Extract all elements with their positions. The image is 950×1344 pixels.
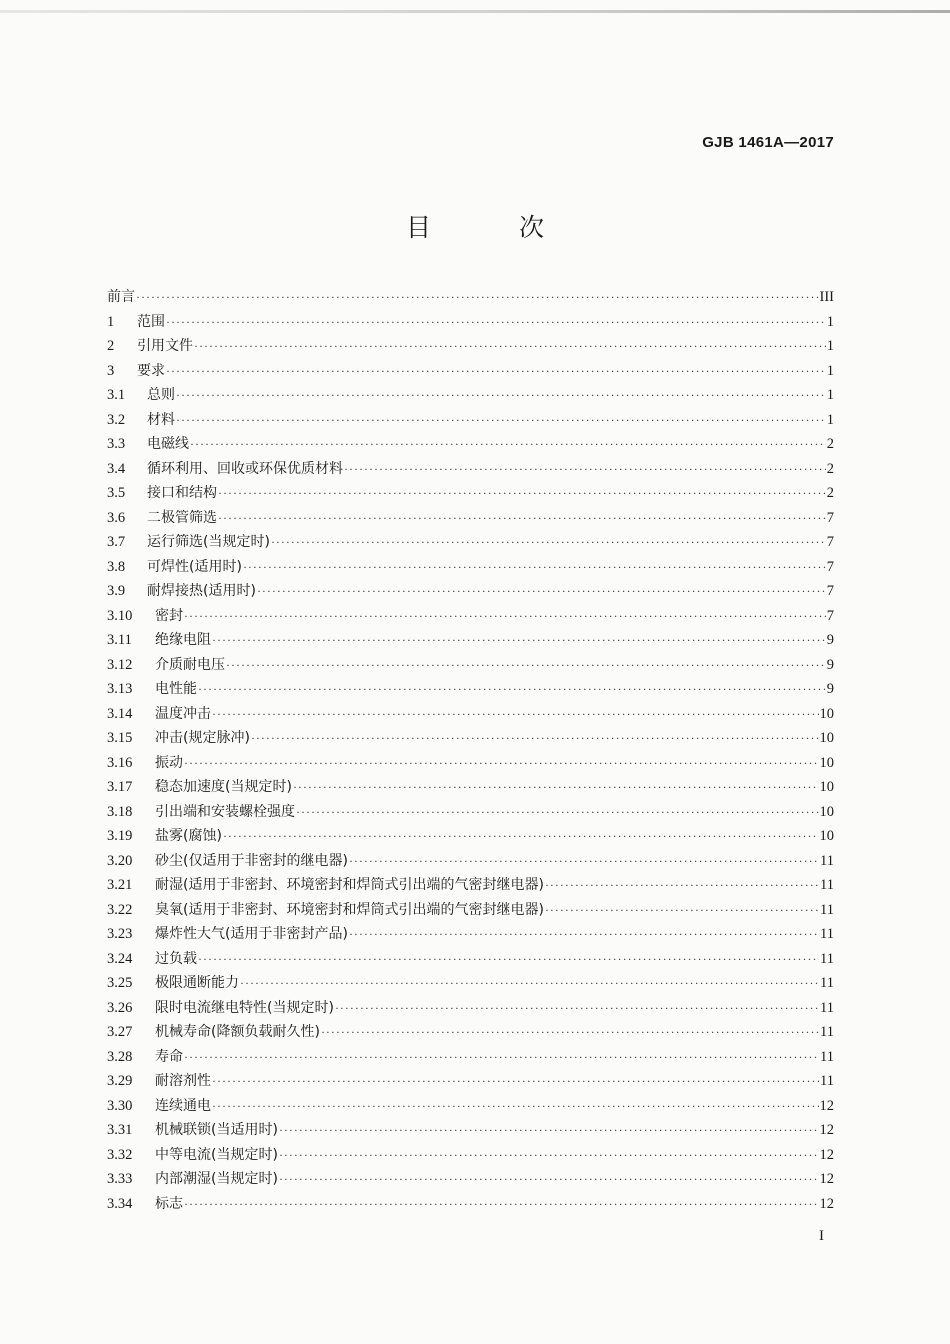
toc-entry-page: 7 (826, 534, 834, 550)
toc-entry-number: 3.24 (107, 950, 133, 967)
toc-leader-dots (184, 1197, 819, 1212)
toc-entry-title: 密封 (155, 607, 183, 624)
toc-leader-dots (212, 1074, 819, 1089)
toc-entry-title: 中等电流(当规定时) (155, 1146, 278, 1163)
toc-entry-number: 1 (107, 313, 115, 330)
toc-leader-dots (344, 462, 826, 477)
toc-entry[interactable] (107, 1168, 834, 1193)
toc-entry[interactable] (107, 948, 834, 973)
toc-entry-title: 臭氧(适用于非密封、环境密封和焊筒式引出端的气密封继电器) (155, 901, 544, 918)
toc-leader-dots (166, 364, 826, 379)
toc-entry-title: 二极管筛选 (147, 509, 217, 526)
toc-leader-dots (349, 927, 819, 942)
toc-entry[interactable] (107, 997, 834, 1022)
toc-entry[interactable] (107, 899, 834, 924)
toc-entry-number: 3.5 (107, 485, 126, 501)
toc-leader-dots (198, 682, 826, 697)
toc-entry-page: 11 (820, 1024, 834, 1040)
toc-entry-number: 3.33 (107, 1171, 133, 1187)
scan-edge-streak (0, 10, 950, 13)
toc-entry-title: 限时电流继电特性(当规定时) (155, 999, 334, 1016)
toc-entry-title: 前言 (107, 289, 135, 305)
toc-entry-page: 11 (820, 852, 834, 869)
toc-entry[interactable] (107, 850, 834, 875)
toc-leader-dots (335, 1001, 819, 1016)
toc-entry[interactable] (107, 801, 834, 826)
toc-entry-title: 可焊性(适用时) (147, 558, 242, 575)
page-number: I (819, 1228, 824, 1244)
toc-leader-dots (257, 584, 826, 599)
toc-entry-number: 3.26 (107, 999, 133, 1016)
toc-leader-dots (251, 731, 819, 746)
toc-entry[interactable] (107, 458, 834, 483)
toc-entry[interactable] (107, 752, 834, 777)
toc-leader-dots (545, 878, 819, 893)
toc-entry[interactable] (107, 360, 834, 385)
toc-leader-dots (349, 854, 819, 869)
toc-leader-dots (136, 290, 819, 305)
toc-entry[interactable] (107, 1119, 834, 1144)
toc-entry[interactable] (107, 972, 834, 997)
toc-entry-number: 3.19 (107, 828, 133, 844)
toc-entry-title: 循环利用、回收或环保优质材料 (147, 460, 343, 477)
toc-leader-dots (240, 976, 819, 991)
toc-entry-number: 3.21 (107, 877, 133, 893)
toc-entry-page: 7 (826, 607, 834, 624)
toc-entry-number: 3.12 (107, 656, 133, 673)
toc-leader-dots (279, 1148, 819, 1163)
toc-entry-title: 运行筛选(当规定时) (147, 534, 270, 550)
toc-leader-dots (279, 1123, 819, 1138)
toc-entry-page: 10 (819, 705, 834, 722)
toc-leader-dots (190, 437, 826, 452)
toc-entry-title: 过负载 (155, 950, 197, 967)
toc-leader-dots (296, 805, 819, 820)
toc-entry-number: 3.4 (107, 460, 126, 477)
toc-entry-title: 机械寿命(降额负载耐久性) (155, 1024, 320, 1040)
toc-entry-title: 绝缘电阻 (155, 632, 211, 648)
toc-leader-dots (293, 780, 819, 795)
toc-entry-page: 11 (820, 877, 834, 893)
toc-entry-page: 10 (819, 828, 834, 844)
toc-entry-title: 标志 (155, 1195, 183, 1212)
toc-entry[interactable] (107, 825, 834, 850)
toc-entry-page: 12 (819, 1171, 834, 1187)
toc-entry-number: 3.18 (107, 803, 133, 820)
toc-entry-page: 1 (826, 362, 834, 379)
toc-leader-dots (226, 658, 826, 673)
toc-entry[interactable] (107, 384, 834, 409)
toc-entry-page: 1 (826, 411, 834, 428)
toc-entry-page: 9 (826, 681, 834, 697)
toc-entry-page: 10 (819, 730, 834, 746)
toc-entry-number: 3.31 (107, 1122, 133, 1138)
toc-entry-page: 10 (819, 803, 834, 820)
toc-entry-page: 12 (819, 1122, 834, 1138)
toc-entry-number: 3 (107, 362, 115, 379)
toc-entry-title: 稳态加速度(当规定时) (155, 779, 292, 795)
toc-entry-title: 总则 (147, 387, 175, 403)
toc-entry[interactable] (107, 311, 834, 336)
toc-entry-number: 3.11 (107, 632, 132, 648)
toc-entry-title: 冲击(规定脉冲) (155, 730, 250, 746)
toc-leader-dots (184, 756, 819, 771)
toc-leader-dots (212, 1099, 819, 1114)
toc-entry[interactable] (107, 409, 834, 434)
toc-entry-number: 3.16 (107, 754, 133, 771)
toc-entry[interactable] (107, 556, 834, 581)
toc-leader-dots (545, 903, 819, 918)
toc-entry-number: 3.23 (107, 926, 133, 942)
toc-entry-page: 10 (819, 754, 834, 771)
toc-entry-page: 12 (819, 1146, 834, 1163)
toc-entry-title: 材料 (147, 411, 175, 428)
toc-entry[interactable] (107, 629, 834, 654)
toc-entry-title: 盐雾(腐蚀) (155, 828, 222, 844)
toc-leader-dots (279, 1172, 819, 1187)
toc-entry-number: 3.15 (107, 730, 133, 746)
toc-entry[interactable] (107, 507, 834, 532)
toc-leader-dots (218, 486, 826, 501)
toc-entry-page: 2 (826, 436, 834, 452)
toc-entry-page: 1 (826, 338, 834, 354)
toc-entry-number: 3.25 (107, 975, 133, 991)
toc-entry-number: 3.29 (107, 1073, 133, 1089)
toc-leader-dots (176, 388, 826, 403)
toc-entry-title: 接口和结构 (147, 485, 217, 501)
toc-entry[interactable] (107, 1144, 834, 1169)
toc-entry[interactable] (107, 1193, 834, 1218)
toc-leader-dots (176, 413, 826, 428)
toc-entry-page: 11 (820, 901, 834, 918)
toc-leader-dots (198, 952, 819, 967)
toc-entry-number: 3.20 (107, 852, 133, 869)
toc-entry-number: 3.7 (107, 534, 126, 550)
toc-entry-title: 砂尘(仅适用于非密封的继电器) (155, 852, 348, 869)
toc-entry-title: 极限通断能力 (155, 975, 239, 991)
toc-entry-number: 3.8 (107, 558, 126, 575)
toc-entry-title: 引出端和安装螺栓强度 (155, 803, 295, 820)
toc-entry-title: 引用文件 (137, 338, 193, 354)
toc-entry[interactable] (107, 1021, 834, 1046)
toc-entry-page: 11 (820, 950, 834, 967)
toc-entry-page: III (819, 289, 834, 305)
toc-entry-title: 电性能 (155, 681, 197, 697)
toc-leader-dots (184, 1050, 819, 1065)
toc-entry-title: 介质耐电压 (155, 656, 225, 673)
toc-entry-page: 7 (826, 583, 834, 599)
toc-entry-title: 耐焊接热(适用时) (147, 583, 256, 599)
toc-entry-page: 11 (820, 1073, 834, 1089)
toc-entry-number: 3.17 (107, 779, 133, 795)
toc-entry-page: 2 (826, 485, 834, 501)
toc-entry-title: 温度冲击 (155, 705, 211, 722)
toc-entry-number: 3.3 (107, 436, 126, 452)
toc-entry[interactable] (107, 727, 834, 752)
toc-entry-number: 3.10 (107, 607, 133, 624)
toc-entry-title: 要求 (137, 362, 165, 379)
toc-entry-page: 1 (826, 387, 834, 403)
toc-leader-dots (212, 707, 819, 722)
toc-entry-page: 7 (826, 558, 834, 575)
toc-entry-title: 范围 (137, 313, 165, 330)
toc-entry[interactable] (107, 1046, 834, 1071)
toc-leader-dots (184, 609, 826, 624)
toc-entry-page: 11 (820, 926, 834, 942)
toc-entry-number: 3.34 (107, 1195, 133, 1212)
toc-entry-page: 11 (820, 999, 834, 1016)
toc-entry-title: 电磁线 (147, 436, 189, 452)
page-title: 目 次 (406, 213, 584, 242)
toc-entry[interactable] (107, 433, 834, 458)
toc-entry-number: 3.30 (107, 1097, 133, 1114)
toc-leader-dots (218, 511, 826, 526)
toc-entry[interactable] (107, 678, 834, 703)
toc-entry-number: 3.13 (107, 681, 133, 697)
toc-entry-title: 寿命 (155, 1048, 183, 1065)
toc-entry-page: 9 (826, 632, 834, 648)
toc-entry-page: 10 (819, 779, 834, 795)
toc-entry[interactable] (107, 580, 834, 605)
toc-entry-title: 振动 (155, 754, 183, 771)
toc-entry-number: 3.6 (107, 509, 126, 526)
document-code: GJB 1461A—2017 (702, 134, 834, 151)
toc-entry-page: 2 (826, 460, 834, 477)
toc-leader-dots (321, 1025, 819, 1040)
toc-entry-number: 3.2 (107, 411, 126, 428)
toc-entry[interactable] (107, 531, 834, 556)
toc-entry-number: 3.22 (107, 901, 133, 918)
toc-entry[interactable] (107, 776, 834, 801)
toc-entry-number: 3.28 (107, 1048, 133, 1065)
toc-entry[interactable] (107, 874, 834, 899)
toc-entry-number: 2 (107, 338, 115, 354)
toc-entry-page: 7 (826, 509, 834, 526)
toc-entry-title: 爆炸性大气(适用于非密封产品) (155, 926, 348, 942)
toc-entry-number: 3.1 (107, 387, 126, 403)
toc-entry[interactable] (107, 703, 834, 728)
toc-entry[interactable] (107, 654, 834, 679)
toc-entry[interactable] (107, 1070, 834, 1095)
toc-entry-page: 12 (819, 1097, 834, 1114)
toc-entry-title: 耐湿(适用于非密封、环境密封和焊筒式引出端的气密封继电器) (155, 877, 544, 893)
toc-entry-number: 3.32 (107, 1146, 133, 1163)
toc-entry[interactable] (107, 286, 834, 311)
toc-entry-title: 连续通电 (155, 1097, 211, 1114)
toc-entry[interactable] (107, 1095, 834, 1120)
toc-leader-dots (271, 535, 826, 550)
toc-entry-page: 11 (820, 1048, 834, 1065)
toc-leader-dots (212, 633, 826, 648)
toc-entry-page: 9 (826, 656, 834, 673)
toc-entry-title: 机械联锁(当适用时) (155, 1122, 278, 1138)
toc-entry-number: 3.14 (107, 705, 133, 722)
toc-entry[interactable] (107, 482, 834, 507)
toc-entry-title: 内部潮湿(当规定时) (155, 1171, 278, 1187)
table-of-contents (107, 286, 834, 1217)
toc-entry-page: 12 (819, 1195, 834, 1212)
toc-entry-page: 1 (826, 313, 834, 330)
toc-entry[interactable] (107, 605, 834, 630)
toc-entry[interactable] (107, 335, 834, 360)
toc-leader-dots (166, 315, 826, 330)
toc-leader-dots (194, 339, 826, 354)
toc-entry-title: 耐溶剂性 (155, 1073, 211, 1089)
toc-entry-page: 11 (820, 975, 834, 991)
toc-leader-dots (243, 560, 826, 575)
toc-entry[interactable] (107, 923, 834, 948)
toc-leader-dots (223, 829, 819, 844)
toc-entry-number: 3.9 (107, 583, 126, 599)
toc-entry-number: 3.27 (107, 1024, 133, 1040)
